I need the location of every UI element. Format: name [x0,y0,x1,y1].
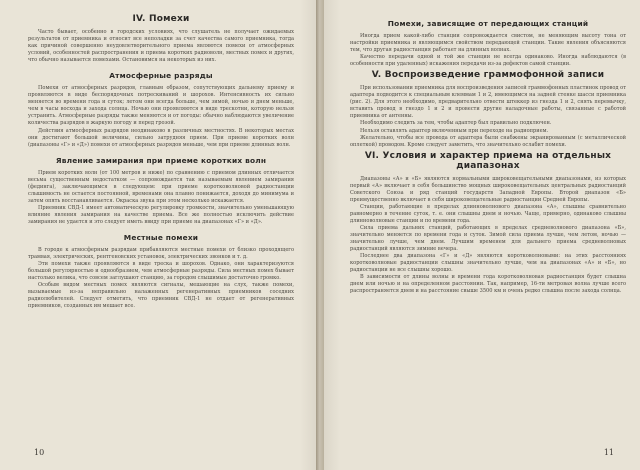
section-heading: Местные помехи [123,233,199,243]
body-paragraph: В городе к атмосферным разрядам прибавляются местные помехи от близко проходящего трамвая, электрических, рентгеновских установок, электрических звонков и т. д. [28,247,294,261]
body-paragraph: Последнее два диапазона «Г» и «Д» являются коротковолновыми: на этих расстояниях коротковолновые радиостанции слышны значительно лучше, чем на диапазонах «А» и «Б», но радиостанции не все слышны хорошо. [350,253,626,274]
section-heading: VI. Условия и характер приема на отдельных диапазонах [364,150,612,171]
body-paragraph: Приемник СВД-1 имеет автоматическую регулировку громкости, значительно уменьшающую влияние явления замирания на качестве приема. Все же полностью исключить действие замирания не удается и это следует иметь ввиду при приеме на диапазонах «Г» и «Д». [28,204,294,225]
body-paragraph: Необходимо следить за тем, чтобы адаптер был правильно подключен. [360,120,552,127]
body-paragraph: Качество передачи одной и той же станции не всегда одинаково. Иногда наблюдаются (в особенности при удаленных) искажения передачи из-за дефектов самой станции. [350,54,626,68]
body-paragraph: В зависимости от длины волны и времени года коротковолновая радиостанция будет слышна днем или ночью и на определенном расстоянии. Так, например, 16-ти метровая волна лучше всего распространяется днем и на расстояние свыше 3500 км и очень редко слышна после захода солнца. [350,274,626,295]
right-page-number: 11 [603,448,614,457]
body-paragraph: Станции, работающие в пределах длинноволнового диапазона «А», слышны сравнительно равномерно в течение суток, т. е. они слышны днем и ночью. Чаще, примерно, одинаково слышны длинноволновые станции и по времени года. [350,203,626,224]
left-page [0,0,317,470]
body-paragraph: Желательно, чтобы все провода от адаптера были снабжены экранированным (с металлической оплеткой) проводом. Кроме следует заметить, что значительно ослабит помехи. [350,134,626,148]
right-page [324,0,640,470]
body-paragraph: Помехи от атмосферных разрядов, главным образом, сопутствующих дальнему приему и проявляются в виде беспорядочных потрескиваний и шорохов. Интенсивность их сильно меняется во времени года и суток; летом они всегда больше, чем зимой, ночью и днем меньше, чем в часы восхода и захода солнца. Ночью они проявляются в виде трескотни, которую нельзя устранить. Атмосферные разряды также меняются и от погоды: обычно наблюдаются увеличение количества разрядов в жаркую погоду и перед грозой. [28,85,294,127]
body-paragraph: Часто бывает, особенно в городских условиях, что слушатель не получает ожидаемых результатов от приемника и относит все неполадки за счет качества самого приемника, тогда как причиной совершенно неудовлетворительного приема являются помехи от атмосферных условий, особенностей распространения и приема коротких радиоволн, местных помех и других, что обычно называется помехами. Остановимся на некоторых из них. [28,29,294,64]
section-heading: Помехи, зависящие от передающих станций [387,19,589,28]
book-gutter [316,0,324,470]
left-page-column [28,12,294,310]
body-paragraph: Особым видом местных помех являются сигналы, мешающие на слух, также помехи, вызываемые из-за неправильно налаженных регенеративных приемников соседних радиолюбителей. Следует отметить, что приемник СВД-1 не отдает от регенеративных приемников, созданных им мешает все. [28,282,294,310]
body-paragraph: Диапазоны «А» и «Б» являются нормальными широковещательными диапазонами, из которых первый «А» включает в себя большинство мощных широковещательных центральных радиостанций Советского Союза и ряд станций государств Западной Европы. Второй диапазон «Б» преимущественно включает в себя широковещательные радиостанции Средней Европы. [350,175,626,203]
body-paragraph: Нельзя оставлять адаптер включенным при переходе на радиоприем. [360,127,549,134]
right-page-column [350,12,626,295]
section-heading: V. Воспроизведение граммофонной записи [371,70,605,81]
body-paragraph: Сила приема дальних станций, работающих в пределах средневолнового диапазона «Б», значительно меняется по времени года и суток. Зимой сила приема лучше, чем летом, ночью — значительно лучше, чем днем. Лучшим временем для дальнего приема средневолновых радиостанций являются зимние вечера. [350,224,626,253]
body-paragraph: Иногда прием какой-либо станции сопровождается свистом, не меняющим высоту тона от настройки приемника и являющимся свойством передающей станции. Такие явления объясняются тем, что другая радиостанция работает на длинных волнах. [350,33,626,54]
section-heading: IV. Помехи [132,14,190,24]
body-paragraph: При использовании приемника для воспроизведения записей граммофонных пластинок провод от адаптера подводится к специальным клеммам 1 и 2, имеющимся на задней стенке шасси приемника (рис. 2). Для этого необходимо, предварительно отвести штеккер из гнезда 1 и 2, снять перемычку, вставить провод в гнездо 1 и 2 и провести другие наладочные работы, связанные с работой приемника от антенны. [350,85,626,120]
body-paragraph: Эти помехи также проявляются в виде треска и шорохов. Однако, они характеризуются большой регулярностью и однообразием, чем атмосферные разряды. Сила местных помех бывает настолько велика, что совсем заглушают станцию, за городом слышимые достаточно громко. [28,261,294,282]
body-paragraph: Действия атмосферных разрядов неодинаково в различных местностях. В некоторых местах они достигают большой величины, сильно затрудняя прием. При приеме коротких волн (диапазоны «Г» и «Д») помехи от атмосферных разрядов меньше, чем при приеме длинных волн. [28,127,294,148]
section-heading: Явление замирания при приеме коротких волн [55,155,267,165]
body-paragraph: Прием коротких волн (от 100 метров и ниже) по сравнению с приемом длинных отличается весьма существенным недостатком — сопровождается так называемым явлением замирания (фединга), заключающимся в следующем: при приеме коротковолновой радиостанции слышимость не остается постоянной, временами она плавно понижается, доходя до минимума и затем опять восстанавливается. Окраска звука при этом несколько искажается. [28,169,294,204]
section-heading: Атмосферные разряды [109,71,213,81]
left-page-number: 10 [34,448,45,457]
